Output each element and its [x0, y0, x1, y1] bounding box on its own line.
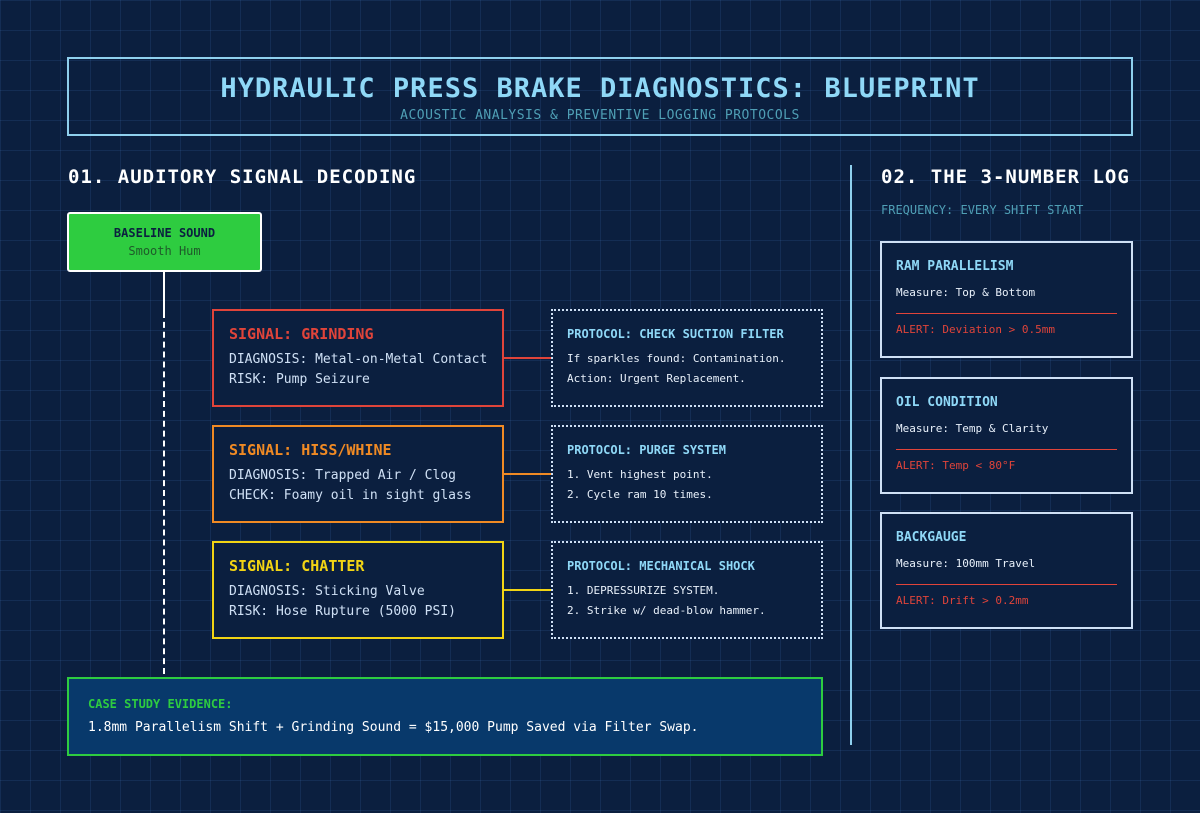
case-study-box [67, 677, 823, 756]
protocol-step: 2. Cycle ram 10 times. [567, 488, 713, 501]
page-title: HYDRAULIC PRESS BRAKE DIAGNOSTICS: BLUEPRINT [220, 73, 980, 104]
signal-title: SIGNAL: CHATTER [229, 557, 365, 575]
signal-risk: RISK: Hose Rupture (5000 PSI) [229, 604, 456, 619]
protocol-step: If sparkles found: Contamination. [567, 352, 786, 365]
protocol-box-suction-filter [551, 309, 823, 407]
protocol-step: Action: Urgent Replacement. [567, 372, 746, 385]
case-study-body: 1.8mm Parallelism Shift + Grinding Sound = $15,000 Pump Saved via Filter Swap. [88, 720, 699, 735]
page-subtitle: ACOUSTIC ANALYSIS & PREVENTIVE LOGGING PROTOCOLS [400, 108, 800, 123]
case-study-title: CASE STUDY EVIDENCE: [88, 697, 233, 711]
baseline-subtitle: Smooth Hum [128, 244, 201, 258]
signal-diagnosis: DIAGNOSIS: Metal-on-Metal Contact [229, 352, 488, 367]
metric-alert: ALERT: Deviation > 0.5mm [896, 323, 1055, 336]
metric-title: RAM PARALLELISM [896, 259, 1014, 274]
alert-divider [896, 449, 1117, 450]
metric-measure: Measure: 100mm Travel [896, 557, 1036, 570]
signal-risk: RISK: Pump Seizure [229, 372, 370, 387]
baseline-title: BASELINE SOUND [113, 226, 216, 240]
protocol-box-mechanical-shock [551, 541, 823, 639]
connector-grinding [504, 357, 551, 359]
signal-box-hiss-whine [212, 425, 504, 523]
metric-alert: ALERT: Temp < 80°F [896, 459, 1016, 472]
metric-card-oil-condition [880, 377, 1133, 494]
metric-alert: ALERT: Drift > 0.2mm [896, 594, 1029, 607]
metric-title: BACKGAUGE [896, 530, 967, 545]
section-divider [850, 165, 852, 745]
signal-box-chatter [212, 541, 504, 639]
log-frequency: FREQUENCY: EVERY SHIFT START [881, 203, 1084, 217]
section-heading-signals: 01. AUDITORY SIGNAL DECODING [68, 166, 417, 188]
metric-card-ram-parallelism [880, 241, 1133, 358]
metric-card-backgauge [880, 512, 1133, 629]
signal-title: SIGNAL: HISS/WHINE [229, 441, 392, 459]
protocol-title: PROTOCOL: PURGE SYSTEM [567, 443, 726, 457]
alert-divider [896, 313, 1117, 314]
metric-measure: Measure: Top & Bottom [896, 286, 1036, 299]
title-box [67, 57, 1133, 136]
metric-measure: Measure: Temp & Clarity [896, 422, 1049, 435]
protocol-step: 1. Vent highest point. [567, 468, 713, 481]
protocol-step: 1. DEPRESSURIZE SYSTEM. [567, 584, 720, 597]
alert-divider [896, 584, 1117, 585]
signal-check: CHECK: Foamy oil in sight glass [229, 488, 472, 503]
connector-hiss-whine [504, 473, 551, 475]
signal-box-grinding [212, 309, 504, 407]
connector-chatter [504, 589, 551, 591]
protocol-step: 2. Strike w/ dead-blow hammer. [567, 604, 766, 617]
signal-diagnosis: DIAGNOSIS: Trapped Air / Clog [229, 468, 456, 483]
protocol-box-purge-system [551, 425, 823, 523]
section-heading-log: 02. THE 3-NUMBER LOG [881, 166, 1130, 188]
protocol-title: PROTOCOL: CHECK SUCTION FILTER [567, 327, 784, 341]
signal-title: SIGNAL: GRINDING [229, 325, 374, 343]
baseline-sound-node [67, 212, 262, 272]
signal-diagnosis: DIAGNOSIS: Sticking Valve [229, 584, 425, 599]
protocol-title: PROTOCOL: MECHANICAL SHOCK [567, 559, 755, 573]
metric-title: OIL CONDITION [896, 395, 998, 410]
